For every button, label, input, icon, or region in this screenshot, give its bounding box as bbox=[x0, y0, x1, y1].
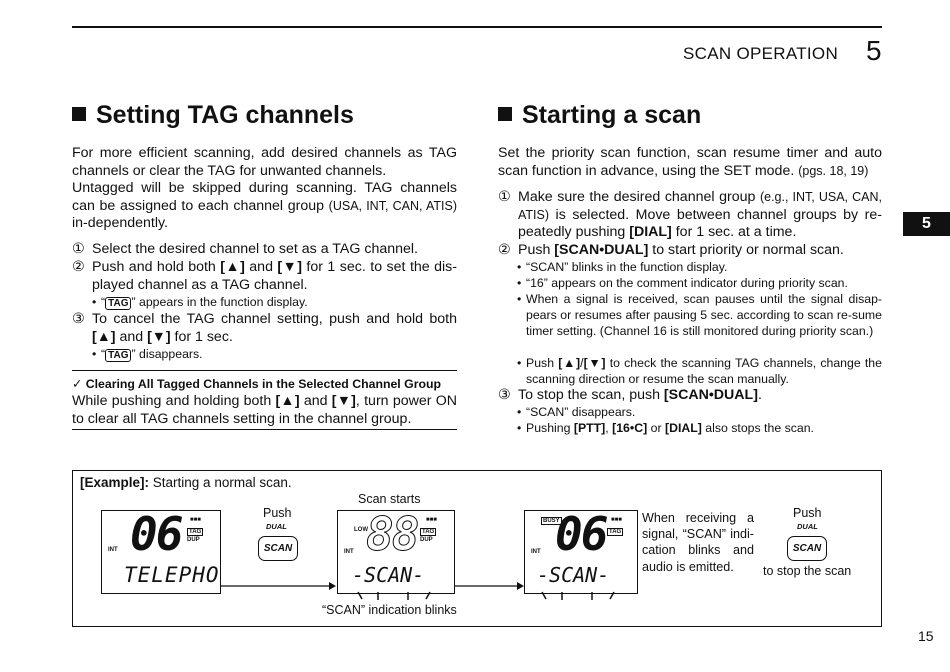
lcd-display-2 bbox=[337, 507, 455, 594]
scan-button-1[interactable]: SCAN bbox=[258, 536, 298, 561]
scan-starts-label: Scan starts bbox=[358, 492, 421, 506]
lcd2-tag: TAG bbox=[422, 529, 435, 535]
lcd3-busy: BUSY bbox=[543, 518, 560, 524]
tag-indicator-icon: TAG bbox=[105, 297, 131, 310]
dual-label-2: DUAL bbox=[797, 522, 818, 531]
blink-caption: “SCAN” indication blinks bbox=[322, 603, 457, 617]
tag-indicator-icon: TAG bbox=[105, 349, 131, 362]
lcd3-channel: 06 bbox=[555, 507, 607, 561]
lcd1-name: TELEPHO bbox=[124, 563, 220, 587]
scan-button-2[interactable]: SCAN bbox=[787, 536, 827, 561]
lcd1-tag: TAG bbox=[189, 529, 202, 535]
lcd3-int: INT bbox=[531, 549, 541, 555]
clear-divider-bottom bbox=[72, 429, 457, 430]
lcd1-int: INT bbox=[108, 547, 118, 553]
left-step-2: ② Push and hold both [▲] and [▼] for 1 sec. to set the dis-played channel as a TAG channel. bbox=[72, 259, 457, 293]
arrow-right-icon bbox=[453, 580, 525, 592]
section-title: SCAN OPERATION bbox=[683, 44, 839, 63]
right-step-3-bullet-1: • “SCAN” disappears. bbox=[517, 405, 636, 419]
push-label-1: Push bbox=[263, 506, 292, 520]
left-step-1: ① Select the desired channel to set as a TAG channel. bbox=[72, 241, 418, 257]
lcd-display-3 bbox=[524, 507, 638, 594]
clear-divider-top bbox=[72, 370, 457, 371]
lcd2-dup: DUP bbox=[420, 537, 433, 543]
left-step-3: ③ To cancel the TAG channel setting, push and hold both [▲] and [▼] for 1 sec. bbox=[72, 311, 457, 345]
lcd2-low: LOW bbox=[354, 527, 368, 533]
receiving-note: When receiving a signal, “SCAN” indi-cation blinks and audio is emitted. bbox=[642, 511, 754, 574]
right-step-3-bullet-2: • Pushing [PTT], [16•C] or [DIAL] also stops the scan. bbox=[517, 421, 814, 435]
right-step-1: ① Make sure the desired channel group (e.g., INT, USA, CAN, ATIS) is selected. Move between channel groups by re-peatedly pushing [DIAL] for 1 sec. at a time. bbox=[498, 189, 882, 241]
lcd-display-1 bbox=[101, 507, 221, 594]
square-bullet-icon bbox=[72, 107, 86, 121]
push-label-2: Push bbox=[793, 506, 822, 520]
check-icon: ✓ bbox=[72, 377, 83, 391]
lcd2-channel: 88 bbox=[366, 507, 418, 561]
lcd2-int: INT bbox=[344, 549, 354, 555]
stop-scan-label: to stop the scan bbox=[763, 564, 852, 578]
lcd3-scan: -SCAN- bbox=[537, 563, 610, 587]
left-step-2-bullet: • “ TAG ” appears in the function display. bbox=[92, 295, 308, 309]
right-step-2-bullet-4: • Push [▲]/[▼] to check the scanning TAG channels, change the scanning direction or resume the scan manually. bbox=[517, 356, 882, 387]
right-step-2: ② Push [SCAN•DUAL] to start priority or normal scan. bbox=[498, 242, 844, 258]
arrow-right-icon bbox=[219, 580, 337, 592]
right-heading: Starting a scan bbox=[498, 101, 701, 130]
right-intro: Set the priority scan function, scan resume timer and auto scan function in advance, using the SET mode. (pgs. 18, 19) bbox=[498, 145, 882, 179]
chapter-number: 5 bbox=[866, 35, 882, 66]
clear-heading: ✓ Clearing All Tagged Channels in the Selected Channel Group bbox=[72, 377, 442, 391]
dual-label-1: DUAL bbox=[266, 522, 287, 531]
square-bullet-icon bbox=[498, 107, 512, 121]
chapter-side-tab: 5 bbox=[903, 212, 950, 236]
blink-marks-icon bbox=[346, 590, 446, 604]
battery-icon: ■■■ bbox=[190, 517, 201, 523]
right-step-2-bullet-1: • “SCAN” blinks in the function display. bbox=[517, 260, 728, 274]
lcd2-scan: -SCAN- bbox=[352, 563, 425, 587]
top-rule bbox=[72, 26, 882, 28]
right-step-3: ③ To stop the scan, push [SCAN•DUAL]. bbox=[498, 387, 762, 403]
lcd1-dup: DUP bbox=[187, 537, 200, 543]
left-heading: Setting TAG channels bbox=[72, 101, 354, 130]
clear-body: While pushing and holding both [▲] and [▼], turn power ON to clear all TAG channels setting in the channel group. bbox=[72, 393, 457, 427]
example-title: [Example]: Starting a normal scan. bbox=[80, 475, 292, 490]
left-step-3-bullet: • “ TAG ” disappears. bbox=[92, 347, 203, 361]
left-intro: For more efficient scanning, add desired channels as TAG channels or clear the TAG for unwanted channels. Untagged will be skipped during scanning. TAG channels can be assigned to each channel group (USA, INT, CAN, ATIS) in-dependently. bbox=[72, 145, 458, 232]
battery-icon: ■■■ bbox=[611, 517, 622, 523]
lcd1-channel: 06 bbox=[130, 507, 182, 561]
right-step-2-bullet-2: • “16” appears on the comment indicator during priority scan. bbox=[517, 276, 848, 290]
battery-icon: ■■■ bbox=[426, 517, 437, 523]
right-step-2-bullet-3: • When a signal is received, scan pauses until the signal disap-pears or resumes after pausing 5 sec. according to scan re-sume timer setting. (Channel 16 is still monitored during priority scan.) bbox=[517, 292, 882, 339]
blink-marks-icon bbox=[530, 590, 630, 604]
lcd3-tag: TAG bbox=[609, 529, 622, 535]
page-number: 15 bbox=[918, 628, 934, 644]
